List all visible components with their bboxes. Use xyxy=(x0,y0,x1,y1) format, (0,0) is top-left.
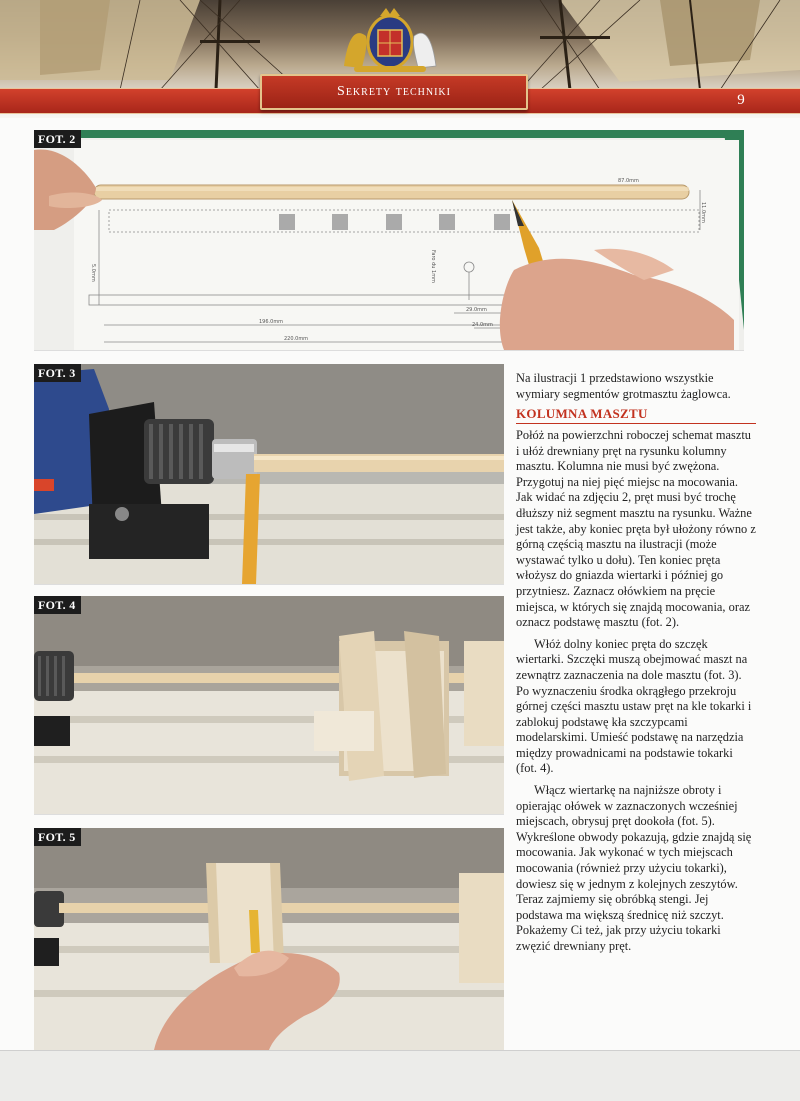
dim-24-label: 24.0mm xyxy=(472,322,493,328)
dim-196-label: 196.0mm xyxy=(259,319,284,325)
intro-text: Na ilustracji 1 przedstawiono wszystkie wymiary segmentów grotmasztu żaglowca. xyxy=(516,371,731,401)
photo-label: FOT. 2 xyxy=(34,130,81,148)
page-number: 9 xyxy=(737,92,745,108)
article-body xyxy=(516,428,756,955)
dim-side-label: 11.0mm xyxy=(700,202,706,223)
intro-paragraph xyxy=(516,371,756,402)
paragraph-2: Włóż dolny koniec pręta do szczęk wiertarki. Szczęki muszą obejmować maszt na zewnątrz zaznaczenia na dole masztu (fot. 3). Po wyznaczeniu środka okrągłego przekroju górnej części masztu ustaw pręt na kle tokarki i zablokuj podstawę kła szczypcami modelarskimi. Umieść podstawę na narzędzia między prowadnicami na podstawie tokarki (fot. 4). xyxy=(516,636,752,776)
dim-left-label: 5.0mm xyxy=(90,264,96,282)
section-plaque xyxy=(260,74,528,110)
page-header xyxy=(0,0,800,118)
photo-fot-4 xyxy=(34,596,504,815)
mast-drawing-photo xyxy=(34,130,744,350)
dim-29-label: 29.0mm xyxy=(466,307,487,313)
photo-fot-2 xyxy=(34,130,744,351)
dim-220-label: 220.0mm xyxy=(284,336,309,342)
section-title: KOLUMNA MASZTU xyxy=(516,406,756,424)
dim-top-label: 87.0mm xyxy=(618,178,639,184)
drill-chuck-photo xyxy=(34,364,504,584)
photo-label: FOT. 5 xyxy=(34,828,81,846)
royal-crest-icon xyxy=(334,6,446,76)
photo-label: FOT. 4 xyxy=(34,596,81,614)
paragraph-3: Włącz wiertarkę na najniższe obroty i opierając ołówek w zaznaczonych wcześniej miejscach, obrysuj pręt dookoła (fot. 5). Wykreślone obwody pokazują, gdzie znajdą się mocowania. Jak wykonać w tych miejscach mocowania (również przy użyciu tokarki), dowiesz się w jednym z kolejnych zeszytów. Teraz zajmiemy się obróbką stengi. Jej podstawa ma większą średnicę niż szczyt. Pokażemy Ci też, jak przy użyciu tokarki zwęzić drewniany pręt. xyxy=(516,783,752,953)
header-title: Sekrety techniki xyxy=(337,84,451,99)
paragraph-1: Połóż na powierzchni roboczej schemat masztu i ułóż drewniany pręt na rysunku kolumny masztu. Kolumna nie musi być zwężona. Przygotuj na niej pięć miejsc na mocowania. Jak widać na zdjęciu 2, pręt musi być trochę dłuższy niż segment masztu na rysunku. Ważne jest także, aby koniec pręta był ułożony równo z górną częścią masztu na ilustracji (może wystawać tylko u dołu). Ten koniec pręta włożysz do gniazda wiertarki i później go przytniesz. Zaznacz ołówkiem na pręcie miejsca, w których się znajdą mocowania, oraz oznacz podstawę masztu (fot. 2). xyxy=(516,428,756,630)
pencil-marking-photo xyxy=(34,828,504,1050)
lathe-setup-photo xyxy=(34,596,504,814)
page-footer xyxy=(0,1050,800,1101)
note-label: Faro du 1mm xyxy=(430,250,436,283)
photo-fot-3 xyxy=(34,364,504,585)
photo-fot-5 xyxy=(34,828,504,1051)
photo-label: FOT. 3 xyxy=(34,364,81,382)
